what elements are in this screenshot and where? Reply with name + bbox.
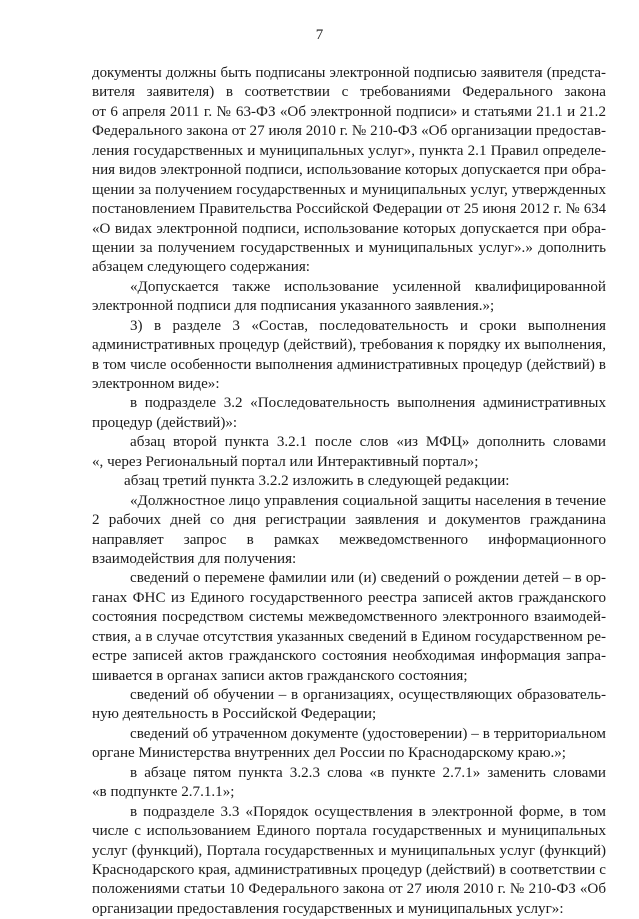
text-line: сведений об обучении – в организациях, осуществляющих образователь-	[130, 687, 606, 703]
text-line: ствия, а в случае отсутствия указанных сведений в Едином государственном ре-	[92, 628, 606, 645]
text-line: шивается в органах записи актов гражданского состояния;	[92, 667, 468, 684]
text-line: ную деятельность в Российской Федерации;	[92, 706, 377, 723]
text-line: сведений о перемене фамилии или (и) сведений о рождении детей – в ор-	[130, 570, 606, 587]
text-line: «О видах электронной подписи, использование которых допускается при обра-	[92, 220, 606, 237]
text-line: органе Министерства внутренних дел России по Краснодарскому краю.»;	[92, 745, 567, 762]
text-line: сведений об утраченном документе (удостоверении) – в территориальном	[130, 725, 606, 742]
text-line: документы должны быть подписаны электронной подписью заявителя (предста-	[92, 65, 606, 81]
text-line: электронной подписи для подписания указанного заявления.»;	[92, 298, 495, 315]
text-line: административных процедур (действий), требования к порядку их выполнения,	[92, 337, 606, 354]
text-line: в абзаце пятом пункта 3.2.3 слова «в пункте 2.7.1» заменить словами	[130, 764, 606, 781]
text-line: числе с использованием Единого портала государственных и муниципальных	[92, 823, 606, 840]
text-line: взаимодействия для получения:	[92, 550, 297, 567]
text-line: в подразделе 3.2 «Последовательность выполнения административных	[130, 395, 606, 412]
text-line: процедур (действий)»:	[92, 414, 238, 431]
text-line: ганах ФНС из Единого государственного реестра записей актов гражданского	[92, 589, 606, 606]
text-line: направляет запрос в рамках межведомственного информационного	[92, 531, 606, 548]
text-line: положениями статьи 10 Федерального закона от 27 июля 2010 г. № 210-ФЗ «Об	[92, 881, 606, 898]
text-line: «, через Региональный портал или Интерактивный портал»;	[92, 453, 479, 470]
text-line: состояния посредством системы межведомственного электронного взаимодей-	[92, 609, 606, 626]
document-body	[92, 64, 606, 919]
text-line: Краснодарского края, административных процедур (действий) в соответствии с	[92, 861, 606, 878]
text-line: «Допускается также использование усиленной квалифицированной	[130, 278, 606, 295]
text-line: «Должностное лицо управления социальной защиты населения в течение	[130, 492, 606, 509]
text-line: Федерального закона от 27 июля 2010 г. № 210-ФЗ «Об организации предостав-	[92, 123, 606, 140]
text-line: электронном виде»:	[92, 376, 220, 392]
text-line: ления государственных и муниципальных услуг», пункта 2.1 Правил определе-	[92, 142, 606, 159]
text-line: постановлением Правительства Российской Федерации от 25 июня 2012 г. № 634	[92, 201, 606, 218]
text-line: в подразделе 3.3 «Порядок осуществления в электронной форме, в том	[130, 803, 606, 820]
text-line: естре записей актов гражданского состояния необходимая информация запра-	[92, 648, 606, 665]
text-line: в том числе особенности выполнения административных процедур (действий) в	[92, 356, 606, 373]
text-line: «в подпункте 2.7.1.1»;	[92, 784, 235, 801]
text-line: щении за получением государственных и муниципальных услуг, утвержденных	[92, 181, 606, 198]
text-line: услуг (функций), Портала государственных и муниципальных услуг (функций)	[92, 842, 606, 859]
text-line: абзац второй пункта 3.2.1 после слов «из МФЦ» дополнить словами	[130, 434, 606, 451]
text-line: ния видов электронной подписи, использование которых допускается при обра-	[92, 162, 606, 179]
text-line: щении за получением государственных и муниципальных услуг».» дополнить	[92, 239, 606, 256]
text-line: от 6 апреля 2011 г. № 63-ФЗ «Об электронной подписи» и статьями 21.1 и 21.2	[92, 103, 606, 120]
text-line: организации предоставления государственных и муниципальных услуг»:	[92, 900, 564, 917]
text-line: абзац третий пункта 3.2.2 изложить в следующей редакции:	[124, 473, 510, 490]
text-line: абзацем следующего содержания:	[92, 259, 310, 276]
page-number: 7	[315, 27, 324, 43]
text-line: вителя заявителя) в соответствии с требованиями Федерального закона	[92, 84, 606, 101]
text-line: 2 рабочих дней со дня регистрации заявления и документов гражданина	[92, 512, 606, 529]
text-line: 3) в разделе 3 «Состав, последовательность и сроки выполнения	[130, 317, 606, 334]
